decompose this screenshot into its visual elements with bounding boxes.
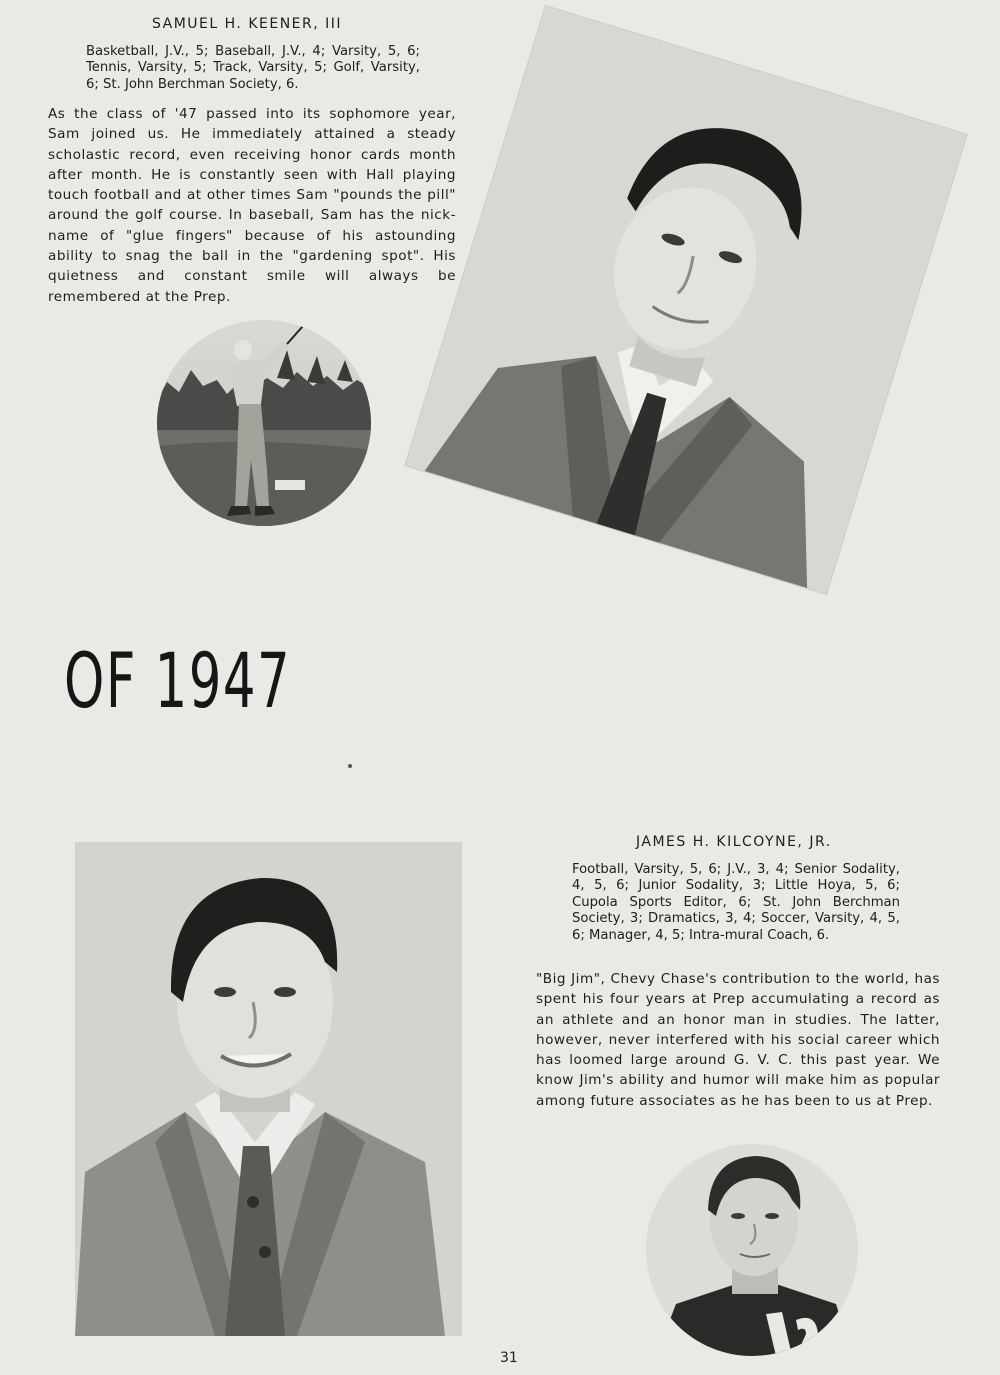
profile-bio-kilcoyne: "Big Jim", Chevy Chase's contribution to the world, has spent his four years at Prep accumulating a record as an athlete and an honor man in studies. The latter, however, never interfered with his social career which has loomed large around G. V. C. this past year. We know Jim's ability and humor will make him as popular among future associates as he has been to us at Prep. [536, 971, 940, 1109]
portrait-keener [405, 6, 966, 594]
print-speck [348, 764, 352, 768]
portrait-kilcoyne [75, 842, 462, 1336]
profile-activities-kilcoyne: Football, Varsity, 5, 6; J.V., 3, 4; Senior Sodality, 4, 5, 6; Junior Sodality, 3; Little Hoya, 5, 6; Cupola Sports Editor, 6; St. John Berchman Society, 3; Dramatics, 3, 4; Soccer, Varsity, 4, 5, 6; Manager, 4, 5; Intra-mural Coach, 6. [572, 862, 900, 943]
football-helmet-photo [646, 1144, 858, 1356]
profile-name-keener: SAMUEL H. KEENER, III [152, 16, 343, 32]
class-year-heading: OF 1947 [64, 636, 292, 725]
profile-name-kilcoyne: JAMES H. KILCOYNE, JR. [636, 834, 832, 850]
golf-swing-photo [157, 320, 371, 526]
profile-activities-keener: Basketball, J.V., 5; Baseball, J.V., 4; Varsity, 5, 6; Tennis, Varsity, 5; Track, Varsity, 5; Golf, Varsity, 6; St. John Berchman Society, 6. [86, 44, 420, 92]
profile-bio-keener: As the class of '47 passed into its sophomore year, Sam joined us. He immediately attained a steady scholastic record, even receiving honor cards month after month. He is constantly seen with Hall playing touch football and at other times Sam "pounds the pill" around the golf course. In baseball, Sam has the nick-name of "glue fingers" because of his astounding ability to snag the ball in the "gardening spot". His quietness and constant smile will always be remembered at the Prep. [48, 106, 456, 305]
page-number: 31 [500, 1350, 518, 1366]
